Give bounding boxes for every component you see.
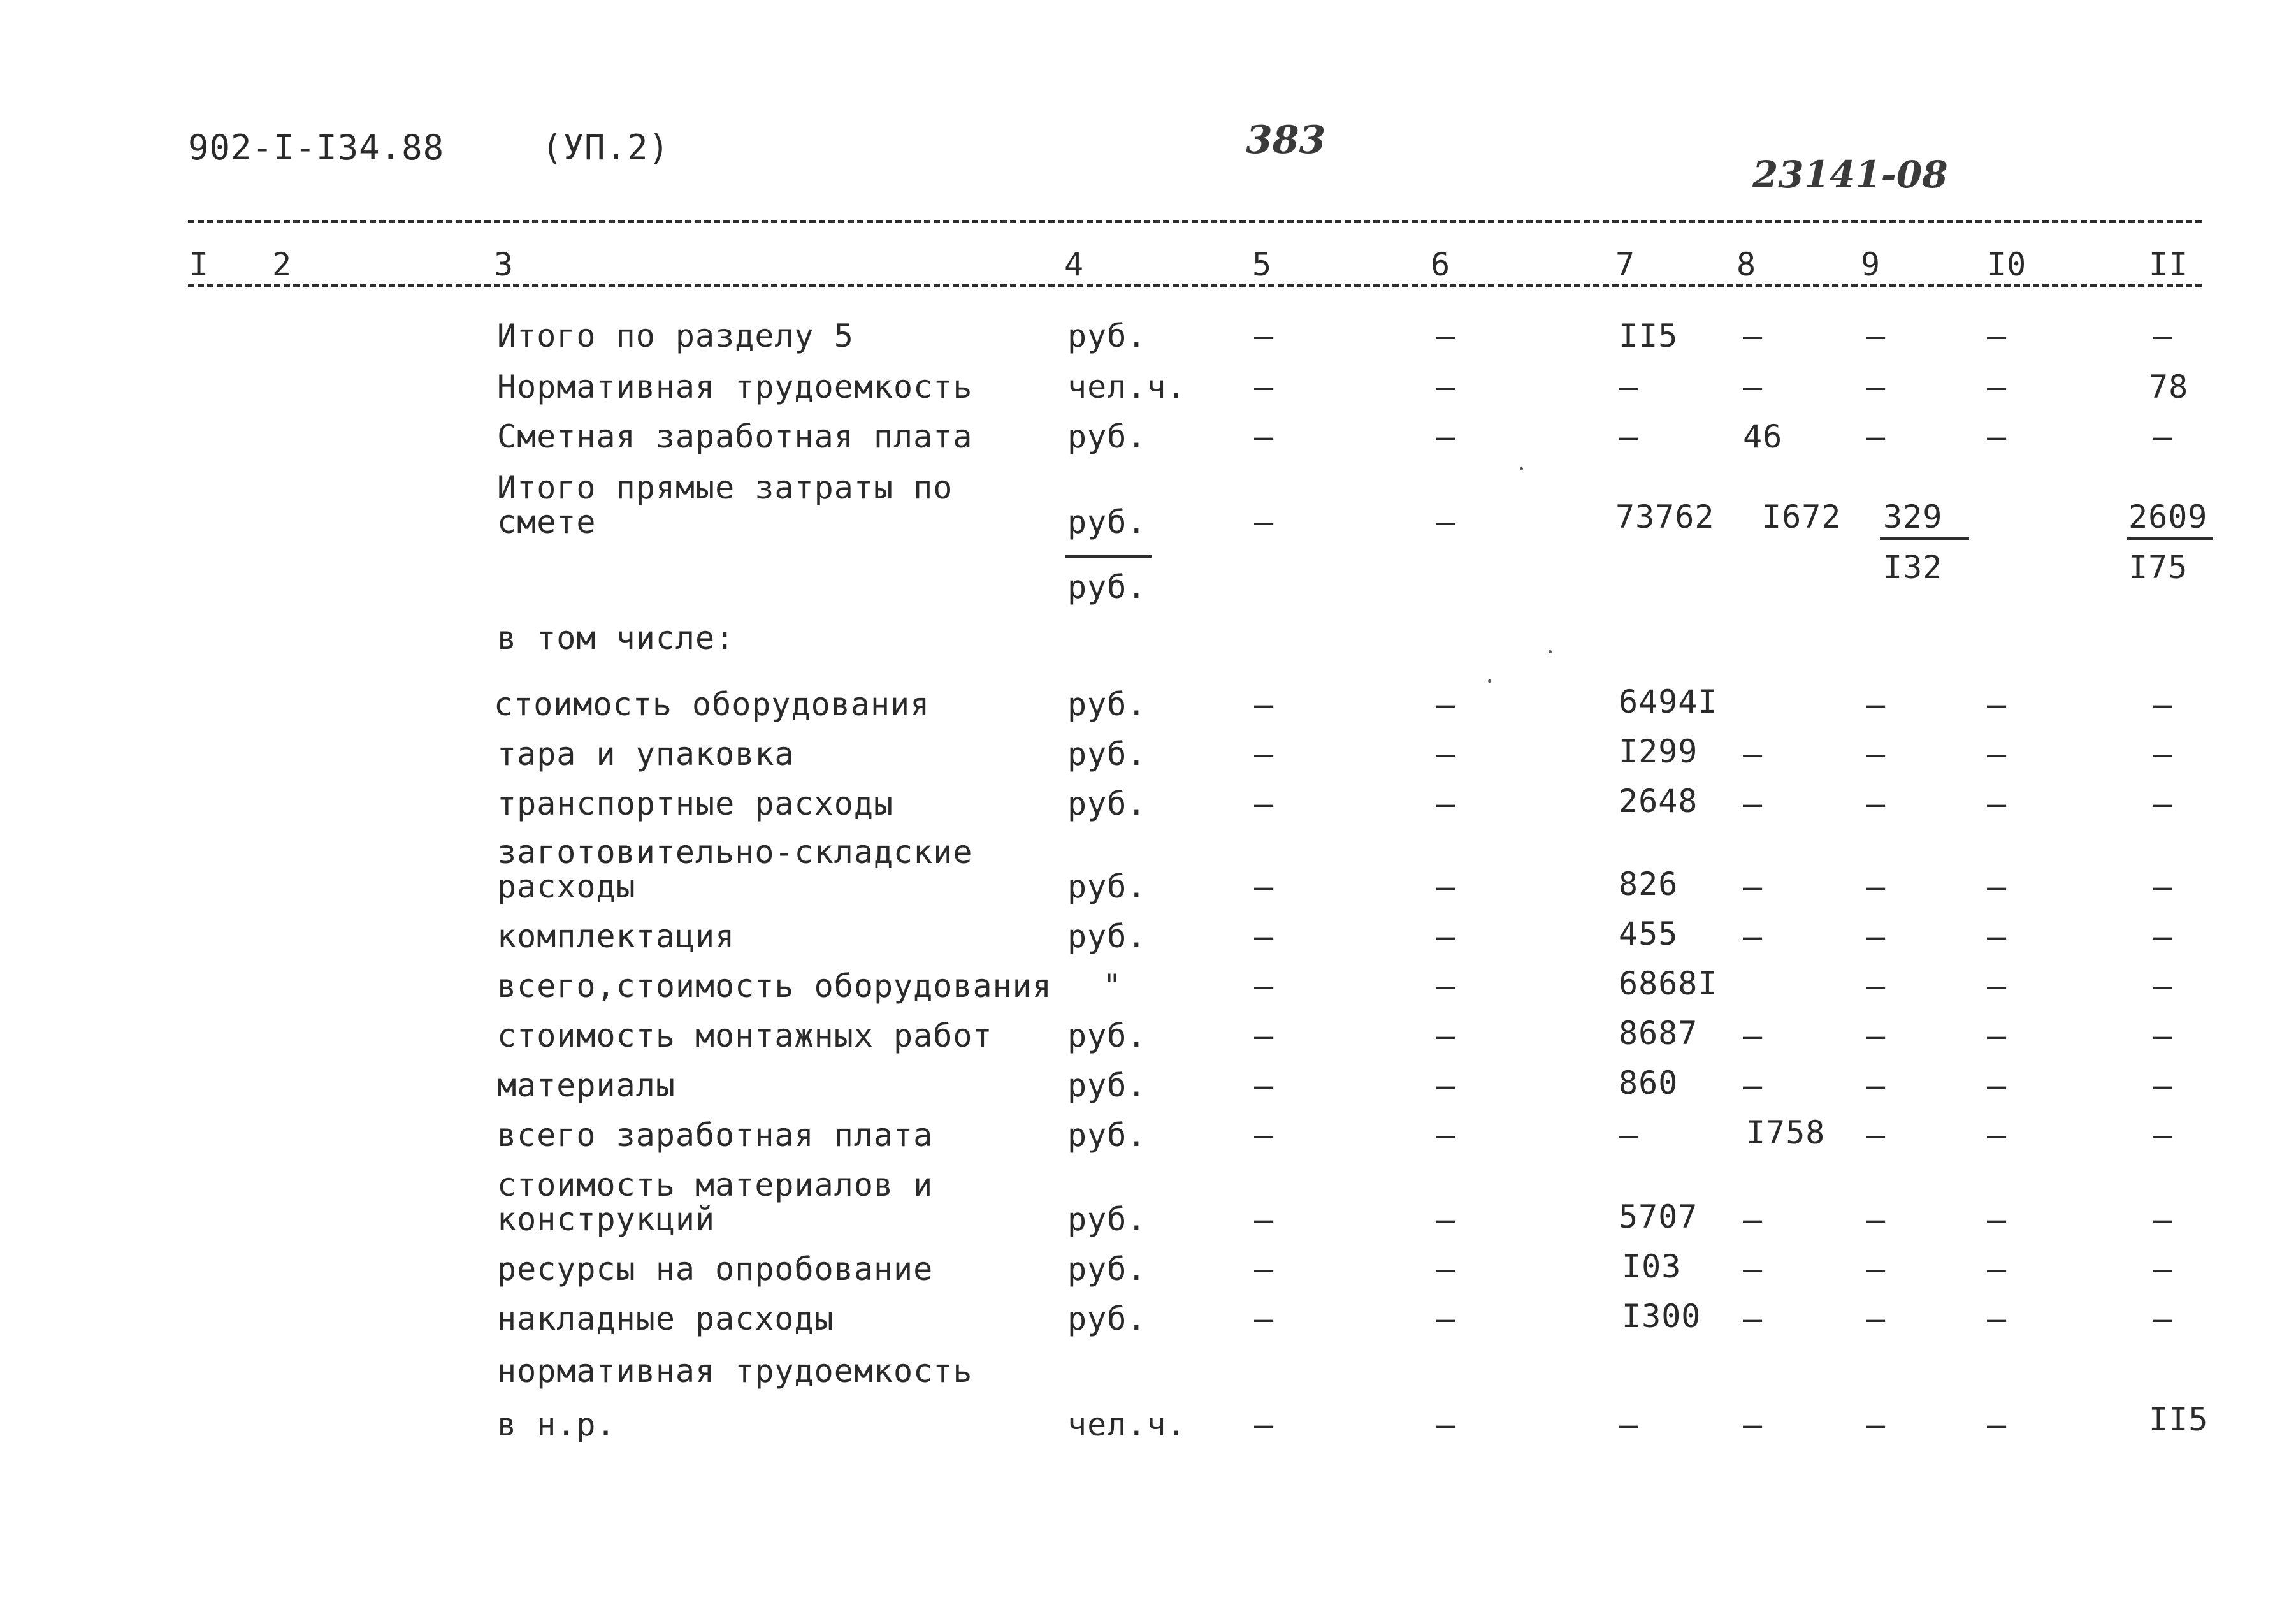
cell-col11: – — [2153, 918, 2173, 955]
cell-col6: – — [1436, 785, 1456, 822]
col11-fraction-bar — [2127, 537, 2213, 540]
cell-col5: – — [1254, 1067, 1274, 1104]
cell-col6: – — [1436, 736, 1456, 773]
row-label: стоимость монтажных работ — [497, 1017, 993, 1054]
scan-speck — [1488, 679, 1491, 683]
cell-col5: – — [1254, 686, 1274, 723]
cell-col7: I03 — [1622, 1248, 1682, 1285]
cell-col5: – — [1254, 736, 1274, 773]
cell-col9: – — [1866, 736, 1886, 773]
cell-col5: – — [1254, 1300, 1274, 1337]
cell-col10: – — [1987, 1251, 2007, 1288]
row-label: Сметная заработная плата — [497, 418, 973, 455]
row-unit: чел.ч. — [1067, 1406, 1187, 1443]
cell-col6: – — [1436, 686, 1456, 723]
cell-col10: – — [1987, 317, 2007, 354]
cell-col6: – — [1436, 1067, 1456, 1104]
row-label-line1: заготовительно-складские — [497, 834, 973, 871]
cell-col9: – — [1866, 368, 1886, 405]
cell-col9: – — [1866, 968, 1886, 1005]
cell-col11: – — [2153, 785, 2173, 822]
sheet-reference: (УП.2) — [542, 127, 670, 168]
row-label: комплектация — [497, 918, 735, 955]
cell-col9: – — [1866, 1300, 1886, 1337]
row-label-line1: Итого прямые затраты по — [497, 469, 953, 506]
cell-col11: – — [2153, 317, 2173, 354]
cell-col7: I300 — [1622, 1298, 1701, 1335]
cell-col11: – — [2153, 968, 2173, 1005]
column-header-7: 7 — [1615, 246, 1636, 283]
row-unit: руб. — [1067, 317, 1147, 354]
row-label: тара и упаковка — [497, 736, 795, 773]
cell-col7: – — [1619, 368, 1639, 405]
cell-col11: – — [2153, 1117, 2173, 1154]
column-header-5: 5 — [1252, 246, 1273, 283]
handwritten-number: 23141-08 — [1752, 153, 1948, 196]
cell-col7: 2648 — [1619, 783, 1698, 820]
cell-col11-denominator: I75 — [2128, 549, 2188, 586]
cell-col9: – — [1866, 1251, 1886, 1288]
row-label: материалы — [497, 1067, 675, 1104]
cell-col8: – — [1743, 785, 1763, 822]
section-label: в том числе: — [497, 620, 735, 657]
cell-col6: – — [1436, 1251, 1456, 1288]
row-label-line2: в н.р. — [497, 1406, 616, 1443]
cell-col8: – — [1743, 368, 1763, 405]
column-header-8: 8 — [1736, 246, 1757, 283]
cell-col11: – — [2153, 686, 2173, 723]
cell-col11: – — [2153, 868, 2173, 905]
cell-col7: 6494I — [1619, 683, 1718, 720]
row-label: ресурсы на опробование — [497, 1251, 934, 1288]
cell-col5: – — [1254, 418, 1274, 455]
cell-col9: – — [1866, 317, 1886, 354]
cell-col6: – — [1436, 918, 1456, 955]
cell-col11: – — [2153, 418, 2173, 455]
cell-col7: – — [1619, 1406, 1639, 1443]
col9-fraction-bar — [1880, 537, 1969, 540]
row-unit: руб. — [1067, 1067, 1147, 1104]
cell-col7: – — [1619, 1117, 1639, 1154]
cell-col6: – — [1436, 968, 1456, 1005]
column-header-10: I0 — [1987, 246, 2027, 283]
row-unit: руб. — [1067, 736, 1147, 773]
cell-col5: – — [1254, 868, 1274, 905]
row-unit: руб. — [1067, 504, 1147, 541]
row-unit: руб. — [1067, 1117, 1147, 1154]
row-unit-denominator: руб. — [1067, 569, 1147, 606]
cell-col5: – — [1254, 368, 1274, 405]
cell-col7: 5707 — [1619, 1198, 1698, 1235]
row-unit: руб. — [1067, 918, 1147, 955]
row-unit: руб. — [1067, 686, 1147, 723]
cell-col5: – — [1254, 317, 1274, 354]
cell-col5: – — [1254, 1406, 1274, 1443]
cell-col6: – — [1436, 1017, 1456, 1054]
cell-col7: 8687 — [1619, 1015, 1698, 1052]
cell-col11: – — [2153, 1251, 2173, 1288]
cell-col8: – — [1743, 1251, 1763, 1288]
cell-col8: I758 — [1746, 1114, 1826, 1151]
document-code: 902-I-I34.88 — [188, 127, 445, 168]
cell-col10: – — [1987, 736, 2007, 773]
unit-fraction-bar — [1065, 555, 1152, 558]
cell-col9: – — [1866, 918, 1886, 955]
cell-col10: – — [1987, 1201, 2007, 1238]
column-header-1: I — [189, 246, 210, 283]
cell-col10: – — [1987, 418, 2007, 455]
row-label: Итого по разделу 5 — [497, 317, 854, 354]
cell-col6: – — [1436, 868, 1456, 905]
cell-col10: – — [1987, 1300, 2007, 1337]
cell-col10: – — [1987, 785, 2007, 822]
cell-col6: – — [1436, 1117, 1456, 1154]
scan-speck — [1549, 650, 1552, 653]
cell-col5: – — [1254, 918, 1274, 955]
row-unit: руб. — [1067, 785, 1147, 822]
cell-col8: – — [1743, 868, 1763, 905]
row-unit: " — [1102, 968, 1123, 1005]
scan-speck — [1520, 467, 1523, 470]
row-label: всего,стоимость оборудования — [497, 968, 1052, 1005]
cell-col5: – — [1254, 504, 1274, 541]
cell-col7: 860 — [1619, 1064, 1679, 1101]
row-unit: руб. — [1067, 1201, 1147, 1238]
cell-col5: – — [1254, 1251, 1274, 1288]
cell-col6: – — [1436, 368, 1456, 405]
cell-col9: – — [1866, 1406, 1886, 1443]
cell-col5: – — [1254, 1017, 1274, 1054]
row-label: Нормативная трудоемкость — [497, 368, 973, 405]
cell-col8: – — [1743, 1067, 1763, 1104]
cell-col10: – — [1987, 868, 2007, 905]
row-unit: руб. — [1067, 868, 1147, 905]
cell-col7: 6868I — [1619, 965, 1718, 1002]
cell-col9: – — [1866, 418, 1886, 455]
column-header-9: 9 — [1861, 246, 1881, 283]
page-number: 383 — [1246, 118, 1326, 163]
row-label: стоимость оборудования — [494, 686, 930, 723]
row-label-line1: стоимость материалов и — [497, 1166, 934, 1203]
row-label-line2: конструкций — [497, 1201, 716, 1238]
cell-col10: – — [1987, 918, 2007, 955]
cell-col6: – — [1436, 1201, 1456, 1238]
cell-col8: – — [1743, 918, 1763, 955]
cell-col8: – — [1743, 1017, 1763, 1054]
cell-col7: 455 — [1619, 915, 1679, 952]
cell-col8: – — [1743, 1201, 1763, 1238]
column-header-11: II — [2149, 246, 2189, 283]
cell-col5: – — [1254, 968, 1274, 1005]
cell-col11: – — [2153, 1017, 2173, 1054]
cell-col9: – — [1866, 686, 1886, 723]
cell-col8: – — [1743, 1406, 1763, 1443]
cell-col8: I672 — [1762, 498, 1842, 535]
cell-col9: – — [1866, 1017, 1886, 1054]
cell-col10: – — [1987, 1117, 2007, 1154]
header-top-rule — [188, 220, 2202, 223]
cell-col5: – — [1254, 1117, 1274, 1154]
row-unit: руб. — [1067, 1251, 1147, 1288]
cell-col11: – — [2153, 1201, 2173, 1238]
cell-col11: – — [2153, 1067, 2173, 1104]
cell-col10: – — [1987, 686, 2007, 723]
cell-col11: – — [2153, 736, 2173, 773]
row-label-line2: смете — [497, 504, 596, 541]
cell-col9: – — [1866, 1201, 1886, 1238]
cell-col9: – — [1866, 785, 1886, 822]
cell-col7: II5 — [1619, 317, 1679, 354]
cell-col7: I299 — [1619, 733, 1698, 770]
cell-col10: – — [1987, 368, 2007, 405]
cell-col8: – — [1743, 1300, 1763, 1337]
cell-col11: 78 — [2149, 368, 2189, 405]
cell-col10: – — [1987, 1017, 2007, 1054]
row-unit: руб. — [1067, 418, 1147, 455]
cell-col9: – — [1866, 1067, 1886, 1104]
row-unit: руб. — [1067, 1017, 1147, 1054]
cell-col6: – — [1436, 1300, 1456, 1337]
cell-col6: – — [1436, 317, 1456, 354]
cell-col8: 46 — [1743, 418, 1783, 455]
column-header-3: 3 — [494, 246, 514, 283]
cell-col5: – — [1254, 1201, 1274, 1238]
row-label-line2: расходы — [497, 868, 636, 905]
row-label-line1: нормативная трудоемкость — [497, 1353, 973, 1390]
row-unit: чел.ч. — [1067, 368, 1187, 405]
cell-col9: 329 — [1883, 498, 1943, 535]
row-label: транспортные расходы — [497, 785, 894, 822]
cell-col11: II5 — [2149, 1401, 2209, 1438]
cell-col7: 826 — [1619, 866, 1679, 903]
column-header-2: 2 — [272, 246, 292, 283]
cell-col6: – — [1436, 1406, 1456, 1443]
cell-col10: – — [1987, 1067, 2007, 1104]
header-bottom-rule — [188, 284, 2202, 287]
cell-col11: 2609 — [2128, 498, 2208, 535]
cell-col7: 73762 — [1615, 498, 1715, 535]
cell-col9: – — [1866, 868, 1886, 905]
row-label: накладные расходы — [497, 1300, 834, 1337]
cell-col9-denominator: I32 — [1883, 549, 1943, 586]
cell-col10: – — [1987, 1406, 2007, 1443]
cell-col11: – — [2153, 1300, 2173, 1337]
cell-col5: – — [1254, 785, 1274, 822]
column-header-4: 4 — [1064, 246, 1085, 283]
cell-col9: – — [1866, 1117, 1886, 1154]
cell-col7: – — [1619, 418, 1639, 455]
cell-col10: – — [1987, 968, 2007, 1005]
row-label: всего заработная плата — [497, 1117, 934, 1154]
cell-col6: – — [1436, 418, 1456, 455]
cell-col6: – — [1436, 504, 1456, 541]
column-header-6: 6 — [1431, 246, 1451, 283]
row-unit: руб. — [1067, 1300, 1147, 1337]
cell-col8: – — [1743, 736, 1763, 773]
cell-col8: – — [1743, 317, 1763, 354]
